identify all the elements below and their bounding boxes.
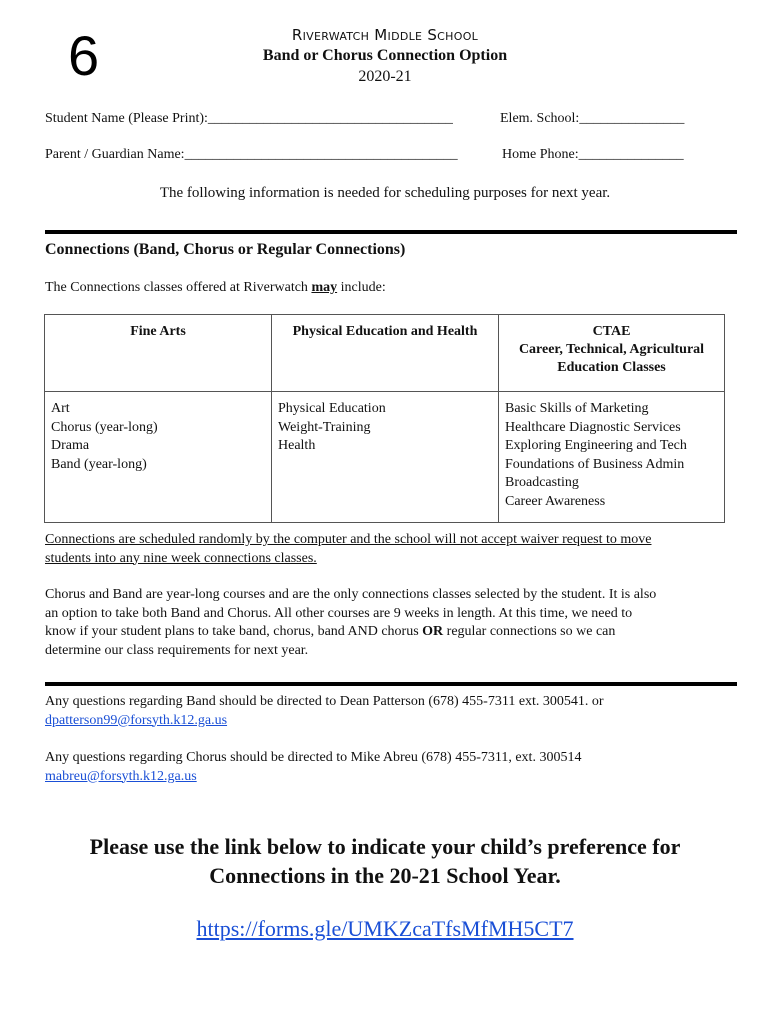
offered-suffix: include: bbox=[337, 280, 386, 295]
list-item: Health bbox=[278, 438, 316, 453]
scheduling-notice bbox=[45, 531, 725, 568]
chorus-contact-text: Any questions regarding Chorus should be directed to Mike Abreu (678) 455-7311, ext. 300514 bbox=[45, 750, 582, 765]
divider bbox=[45, 230, 737, 234]
chorus-band-paragraph bbox=[45, 586, 725, 660]
band-contact bbox=[45, 693, 725, 730]
school-year: 2020-21 bbox=[358, 68, 412, 85]
cta-heading bbox=[40, 832, 730, 890]
chorus-contact bbox=[45, 749, 725, 786]
form-number: 6 bbox=[68, 24, 100, 87]
list-item: Weight-Training bbox=[278, 419, 371, 435]
elem-school-label: Elem. School: bbox=[500, 111, 580, 126]
header-line: Fine Arts bbox=[130, 324, 186, 339]
notice-line: Connections are scheduled randomly by the computer and the school will not accept waiver request to move bbox=[45, 532, 652, 547]
table-header-row bbox=[45, 315, 725, 392]
elem-school-field[interactable]: _______________ bbox=[579, 111, 685, 126]
col-header-fine-arts bbox=[45, 315, 272, 392]
list-item: Chorus (year-long) bbox=[51, 419, 158, 435]
list-item: Healthcare Diagnostic Services bbox=[505, 419, 681, 435]
divider bbox=[45, 682, 737, 686]
ctae-list bbox=[499, 392, 725, 523]
list-item: Basic Skills of Marketing bbox=[505, 401, 649, 416]
preference-form-link[interactable]: https://forms.gle/UMKZcaTfsMfMH5CT7 bbox=[196, 916, 574, 941]
para-line: Chorus and Band are year-long courses and are the only connections classes selected by the student. It is also bbox=[45, 587, 657, 602]
cta-line: Please use the link below to indicate your child’s preference for bbox=[89, 834, 681, 859]
intro-text: The following information is needed for scheduling purposes for next year. bbox=[159, 185, 611, 201]
cta-line: Connections in the 20-21 School Year. bbox=[209, 863, 561, 888]
para-line bbox=[45, 623, 725, 642]
connections-table bbox=[44, 314, 725, 523]
list-item: Exploring Engineering and Tech bbox=[505, 438, 687, 453]
home-phone-row bbox=[502, 147, 684, 163]
list-item: Art bbox=[51, 401, 70, 416]
list-item: Band (year-long) bbox=[51, 456, 147, 472]
notice-line: students into any nine week connections classes. bbox=[45, 550, 317, 566]
para-line: determine our class requirements for next year. bbox=[45, 642, 309, 658]
school-name: Riverwatch Middle School bbox=[291, 26, 479, 44]
list-item: Foundations of Business Admin bbox=[505, 456, 685, 472]
list-item: Physical Education bbox=[278, 401, 386, 416]
list-item: Career Awareness bbox=[505, 493, 606, 509]
header-line: Career, Technical, Agricultural bbox=[518, 342, 705, 357]
student-name-label: Student Name (Please Print): bbox=[45, 111, 208, 126]
chorus-email-link[interactable]: mabreu@forsyth.k12.ga.us bbox=[45, 768, 197, 784]
table-row bbox=[45, 392, 725, 523]
offered-prefix: The Connections classes offered at Riverwatch bbox=[45, 280, 312, 295]
para-text: know if your student plans to take band, chorus, band AND chorus bbox=[45, 624, 423, 639]
pe-health-list bbox=[272, 392, 499, 523]
list-item: Broadcasting bbox=[505, 475, 579, 490]
header-line: CTAE bbox=[592, 324, 631, 339]
para-line: an option to take both Band and Chorus. All other courses are 9 weeks in length. At this time, we need to bbox=[45, 605, 633, 621]
header-line: Physical Education and Health bbox=[292, 324, 478, 339]
connections-title: Connections (Band, Chorus or Regular Connections) bbox=[45, 241, 406, 258]
parent-name-field[interactable]: _______________________________________ bbox=[184, 147, 458, 162]
student-name-row bbox=[45, 111, 453, 127]
student-name-field[interactable]: ___________________________________ bbox=[207, 111, 453, 126]
fine-arts-list bbox=[45, 392, 272, 523]
home-phone-field[interactable]: _______________ bbox=[578, 147, 684, 162]
parent-name-label: Parent / Guardian Name: bbox=[45, 147, 185, 162]
header-line: Education Classes bbox=[557, 360, 666, 375]
para-text: regular connections so we can bbox=[443, 624, 616, 639]
home-phone-label: Home Phone: bbox=[502, 147, 579, 162]
page-title: Band or Chorus Connection Option bbox=[262, 47, 508, 64]
offered-emphasis: may bbox=[311, 280, 338, 295]
col-header-pe-health bbox=[272, 315, 499, 392]
col-header-ctae bbox=[499, 315, 725, 392]
band-contact-text: Any questions regarding Band should be directed to Dean Patterson (678) 455-7311 ext. 300541. or bbox=[45, 694, 604, 709]
band-email-link[interactable]: dpatterson99@forsyth.k12.ga.us bbox=[45, 712, 228, 728]
list-item: Drama bbox=[51, 438, 90, 453]
para-bold: OR bbox=[422, 624, 444, 639]
elem-school-row bbox=[500, 111, 684, 127]
connections-offered bbox=[45, 280, 386, 296]
parent-row bbox=[45, 147, 458, 163]
